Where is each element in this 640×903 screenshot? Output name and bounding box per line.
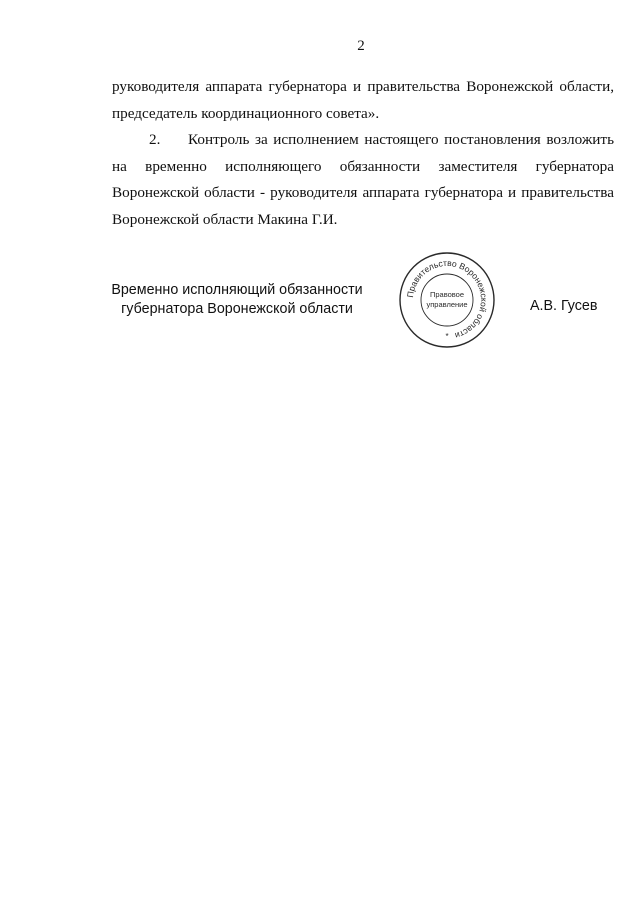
item-number: 2.	[149, 131, 161, 149]
item-text: Контроль за исполнением настоящего постановления возложить	[188, 131, 614, 149]
body-line: на временно исполняющего обязанности заместителя губернатора	[112, 157, 614, 175]
seal-ring-text-path: Правительство Воронежской области	[405, 257, 490, 341]
document-body	[112, 74, 614, 234]
signatory-name: А.В. Гусев	[530, 298, 598, 314]
body-line: руководителя аппарата губернатора и правительства Воронежской области,	[112, 78, 614, 95]
body-line: председатель координационного совета».	[112, 104, 380, 122]
signatory-title-line: губернатора Воронежской области	[121, 301, 353, 317]
body-line: Воронежской области - руководителя аппарата губернатора и правительства	[112, 184, 614, 202]
seal-star-icon: *	[445, 332, 449, 341]
seal-center-line: управление	[426, 300, 468, 309]
seal-stamp	[397, 250, 497, 350]
body-line: Воронежской области Макина Г.И.	[112, 210, 338, 228]
page-number: 2	[357, 38, 365, 54]
seal-center-line: Правовое	[429, 290, 465, 299]
paragraph-item-2	[112, 127, 614, 154]
signatory-title-line: Временно исполняющий обязанности	[111, 282, 363, 298]
official-seal	[397, 250, 497, 350]
signatory-title	[92, 281, 382, 319]
